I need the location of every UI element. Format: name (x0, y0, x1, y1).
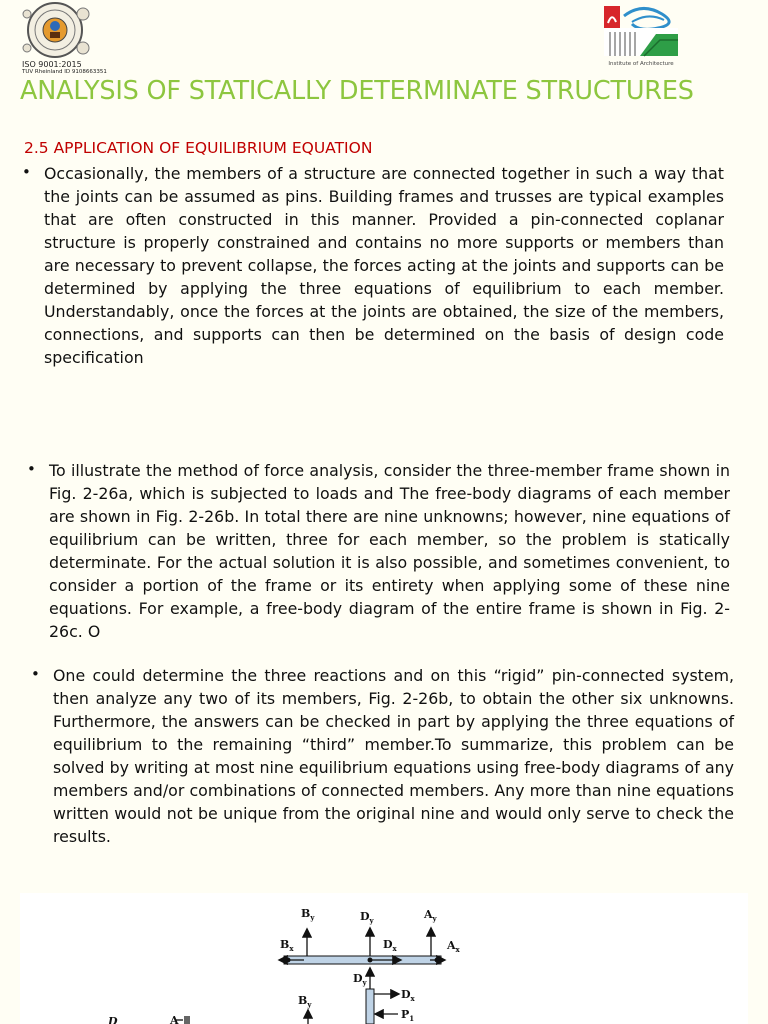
label-d-cut: D (108, 1015, 118, 1024)
label-dx: $D_x$ (383, 938, 397, 953)
label-dy: $D_y$ (360, 910, 374, 925)
free-body-diagram-figure (20, 893, 748, 1024)
label-dx-lower: $D_x$ (401, 988, 415, 1003)
horizontal-member (284, 956, 441, 964)
iso-certification (22, 60, 107, 75)
paragraph-force-analysis: To illustrate the method of force analysis, consider the three-member frame shown in Fig. 2-26a, which is subjected to loads and The free-body diagrams of each member are shown in Fig. 2-26b. In total there are nine unknowns; however, nine equations of equilibrium can be written, three for each member, so the problem is statically determinate. For the actual solution it is also possible, and sometimes convenient, to consider a portion of the frame or its entirety when applying some of these nine equations. For example, a free-body diagram of the entire frame is shown in Fig. 2-26c. O (49, 461, 730, 641)
label-by: $B_y$ (301, 907, 315, 922)
bullet-marker: • (22, 163, 31, 181)
institute-caption: Institute of Architecture (608, 61, 674, 67)
label-bx: $B_x$ (280, 938, 294, 953)
section-heading: 2.5 APPLICATION OF EQUILIBRIUM EQUATION (24, 139, 373, 157)
paragraph-summary: One could determine the three reactions and on this “rigid” pin-connected system, then analyze any two of its members, Fig. 2-26b, to obtain the other six unknowns. Furthermore, the answers can be checked in part by applying the three equations of equilibrium to the remaining “third” member.To summarize, this problem can be solved by writing at most nine equilibrium equations using free-body diagrams of any members and/or combinations of connected members. Any more than nine equations written would not be unique from the original nine and would only serve to check the results. (53, 666, 734, 846)
iso-standard: ISO 9001:2015 (22, 60, 82, 69)
bullet-marker: • (27, 460, 36, 478)
wall-support (184, 1016, 190, 1024)
institute-logo (602, 4, 680, 68)
label-p1: $P_1$ (401, 1008, 415, 1023)
bullet-marker: • (31, 665, 40, 683)
page-title: ANALYSIS OF STATICALLY DETERMINATE STRUCTURES (20, 76, 694, 106)
label-ax: $A_x$ (447, 939, 460, 954)
label-dy-lower: $D_y$ (353, 972, 367, 987)
paragraph-equilibrium-intro: Occasionally, the members of a structure are connected together in such a way that the joints can be assumed as pins. Building frames and trusses are typical examples that are often constructed in this manner. Provided a pin-connected coplanar structure is properly constrained and contains no more supports or members than are necessary to prevent collapse, the forces acting at the joints and supports can be determined by applying the three equations of equilibrium to each member. Understandably, once the forces at the joints are obtained, the size of the members, connections, and supports can then be determined on the basis of design code specification (44, 164, 724, 367)
vertical-member (366, 989, 374, 1024)
label-by-lower: $B_y$ (298, 994, 312, 1009)
university-logo (22, 2, 122, 64)
label-a-cut: A (170, 1014, 179, 1024)
label-ay: $A_y$ (424, 908, 437, 923)
iso-id: TUV Rheinland ID 9108663351 (22, 69, 107, 75)
